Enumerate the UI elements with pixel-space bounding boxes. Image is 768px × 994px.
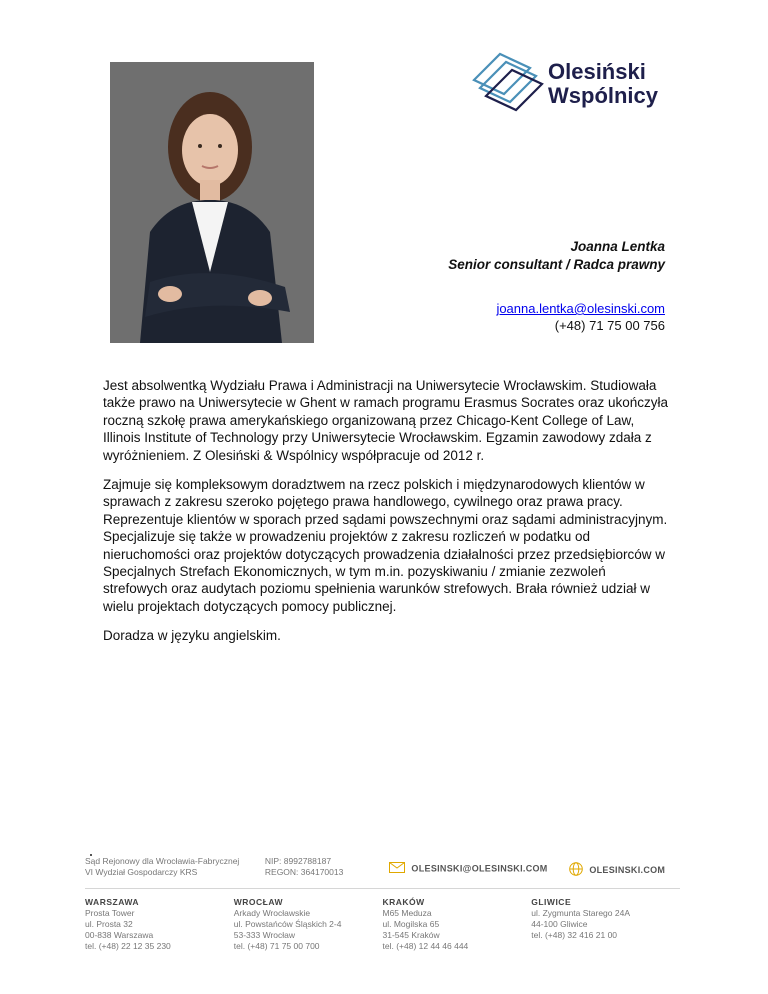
person-identity — [448, 238, 665, 274]
footer-divider — [85, 888, 680, 889]
regon-number: REGON: 364170013 — [264, 867, 344, 877]
office-city: WROCŁAW — [233, 897, 284, 907]
footer-top-row — [85, 856, 680, 879]
footer-registry — [85, 856, 265, 879]
globe-icon — [569, 862, 583, 879]
biography — [103, 377, 669, 657]
office-line: 53-333 Wrocław — [233, 930, 296, 940]
email-link[interactable]: joanna.lentka@olesinski.com — [496, 301, 665, 316]
footer-tax-ids — [265, 856, 390, 879]
office-line: ul. Prosta 32 — [85, 919, 133, 929]
footer-email-link[interactable]: OLESINSKI@OLESINSKI.COM — [411, 863, 548, 874]
bio-paragraph-2: Zajmuje się kompleksowym doradztwem na rzecz polskich i międzynarodowych klientów w sprawach z zakresu szeroko pojętego prawa handlowego, cywilnego oraz prawa pracy. Reprezentuje klientów w sporach przed sądami powszechnymi oraz sądami administracyjnym. Specjalizuje się także w prowadzeniu projektów z zakresu rozliczeń w podatku od nieruchomości oraz projektów dotyczących prowadzenia działalności przez przedsiębiorców w Specjalnych Strefach Ekonomicznych, w tym m.in. pozyskiwaniu / zmianie zezwoleń strefowych oraz audytach poziomu spełnienia warunków strefowych. Brała również udział w wielu projektach dotyczących pomocy publicznej. — [103, 477, 668, 614]
registry-line-1: Sąd Rejonowy dla Wrocławia-Fabrycznej — [85, 856, 240, 866]
envelope-icon — [389, 862, 405, 876]
person-title: Senior consultant / Radca prawny — [448, 257, 665, 272]
office-city: WARSZAWA — [85, 897, 140, 907]
office-gliwice — [531, 897, 680, 952]
office-line: tel. (+48) 32 416 21 00 — [531, 930, 618, 940]
office-phone: tel. (+48) 22 12 35 230 — [85, 941, 171, 951]
phone-number: (+48) 71 75 00 756 — [554, 318, 665, 333]
office-city: KRAKÓW — [382, 897, 425, 907]
office-line: ul. Mogilska 65 — [382, 919, 440, 929]
office-krakow — [383, 897, 532, 952]
page-footer — [85, 856, 680, 952]
logo-mark-icon — [470, 50, 550, 120]
footer-web-link[interactable]: OLESINSKI.COM — [589, 864, 666, 875]
portrait-photo — [110, 62, 314, 343]
registry-line-2: VI Wydział Gospodarczy KRS — [85, 867, 198, 877]
logo-line-1: Olesiński — [548, 59, 646, 84]
office-line: Prosta Tower — [85, 908, 135, 918]
person-name: Joanna Lentka — [570, 239, 665, 254]
bio-paragraph-1: Jest absolwentką Wydziału Prawa i Administracji na Uniwersytecie Wrocławskim. Studiowała także prawo na Uniwersytecie w Ghent w ramach programu Erasmus Socrates oraz ukończyła roczną szkołę prawa amerykańskiego organizowaną przez Chicago-Kent College of Law, Illinois Institute of Technology przy Uniwersytecie Wrocławskim. Egzamin zawodowy zdała z wyróżnieniem. Z Olesiński & Wspólnicy współpracuje od 2012 r. — [103, 378, 668, 463]
office-city: GLIWICE — [531, 897, 572, 907]
office-phone: tel. (+48) 71 75 00 700 — [233, 941, 320, 951]
office-warszawa — [85, 897, 234, 952]
office-line: M65 Meduza — [382, 908, 432, 918]
office-line: 31-545 Kraków — [382, 930, 440, 940]
logo-line-2: Wspólnicy — [548, 83, 659, 108]
bio-paragraph-3: Doradza w języku angielskim. — [103, 628, 281, 644]
footer-offices — [85, 897, 680, 952]
nip-number: NIP: 8992788187 — [264, 856, 332, 866]
person-contact — [496, 300, 665, 334]
office-line: ul. Powstańców Śląskich 2-4 — [233, 919, 342, 929]
office-line: 44-100 Gliwice — [531, 919, 588, 929]
office-line: 00-838 Warszawa — [85, 930, 154, 940]
logo-wordmark — [548, 60, 658, 108]
office-wroclaw — [234, 897, 383, 952]
office-line: ul. Zygmunta Starego 24A — [531, 908, 631, 918]
portrait-illustration — [110, 62, 314, 343]
footer-web[interactable] — [569, 856, 680, 879]
office-phone: tel. (+48) 12 44 46 444 — [382, 941, 469, 951]
footer-email[interactable] — [389, 856, 569, 879]
office-line: Arkady Wrocławskie — [233, 908, 311, 918]
